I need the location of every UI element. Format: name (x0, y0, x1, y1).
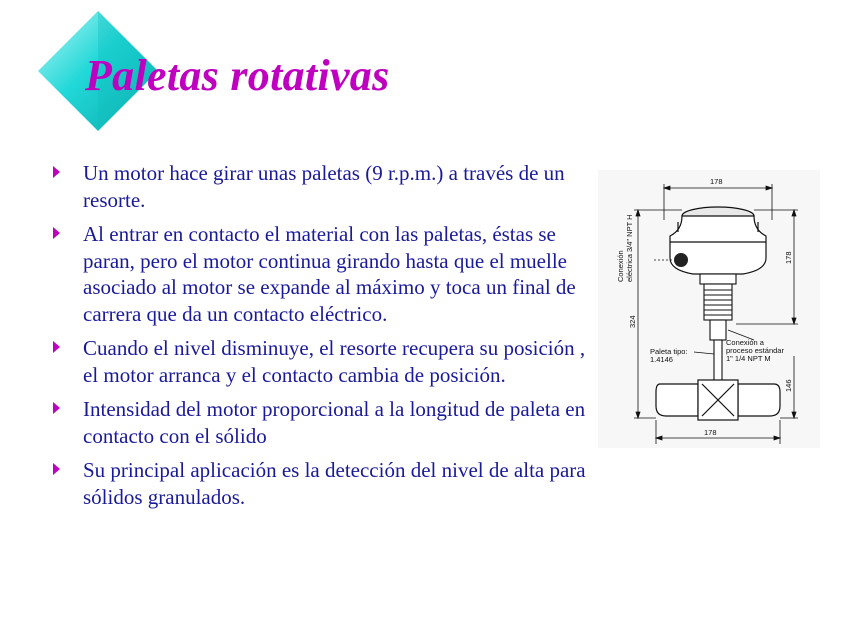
rotary-paddle-diagram (598, 170, 820, 448)
paleta-tipo-label-2: 1.4146 (650, 355, 673, 364)
bullet-item (52, 221, 597, 327)
dim-left-label: 324 (628, 315, 637, 328)
bullet-triangle-icon (52, 226, 62, 240)
dim-right-lower-label: 146 (784, 379, 793, 392)
conexion-proceso-label-3: 1" 1/4 NPT M (726, 354, 771, 363)
bullet-text: Cuando el nivel disminuye, el resorte recupera su posición , el motor arranca y el contacto cambia de posición. (83, 336, 586, 387)
bullet-text: Al entrar en contacto el material con las paletas, éstas se paran, pero el motor continua girando hasta que el muelle asociado al motor se expande al máximo y toca un final de carrera que da un contacto eléctrico. (83, 222, 576, 326)
paleta-tipo-label-1: Paleta tipo: (650, 347, 688, 356)
bullet-list (52, 160, 597, 518)
bullet-triangle-icon (52, 462, 62, 476)
slide-title: Paletas rotativas (85, 51, 390, 100)
bullet-text: Intensidad del motor proporcional a la longitud de paleta en contacto con el sólido (83, 397, 586, 448)
dim-right-upper-label: 178 (784, 251, 793, 264)
conexion-proceso-label-1: Conexión a (726, 338, 764, 347)
bullet-text: Su principal aplicación es la detección del nivel de alta para sólidos granulados. (83, 458, 586, 509)
bullet-text: Un motor hace girar unas paletas (9 r.p.m.) a través de un resorte. (83, 161, 565, 212)
dim-bottom-label: 178 (704, 428, 717, 437)
bullet-triangle-icon (52, 340, 62, 354)
conexion-electrica-label-1: Conexión (616, 250, 625, 282)
bullet-item (52, 160, 597, 213)
bullet-item (52, 457, 597, 510)
conexion-electrica-label-2: eléctrica 3/4" NPT H (625, 214, 634, 282)
diagram-svg (598, 170, 820, 448)
dim-top-label: 178 (710, 177, 723, 186)
conexion-proceso-label-2: proceso estándar (726, 346, 784, 355)
bullet-triangle-icon (52, 401, 62, 415)
bullet-item (52, 335, 597, 388)
bullet-item (52, 396, 597, 449)
bullet-triangle-icon (52, 165, 62, 179)
